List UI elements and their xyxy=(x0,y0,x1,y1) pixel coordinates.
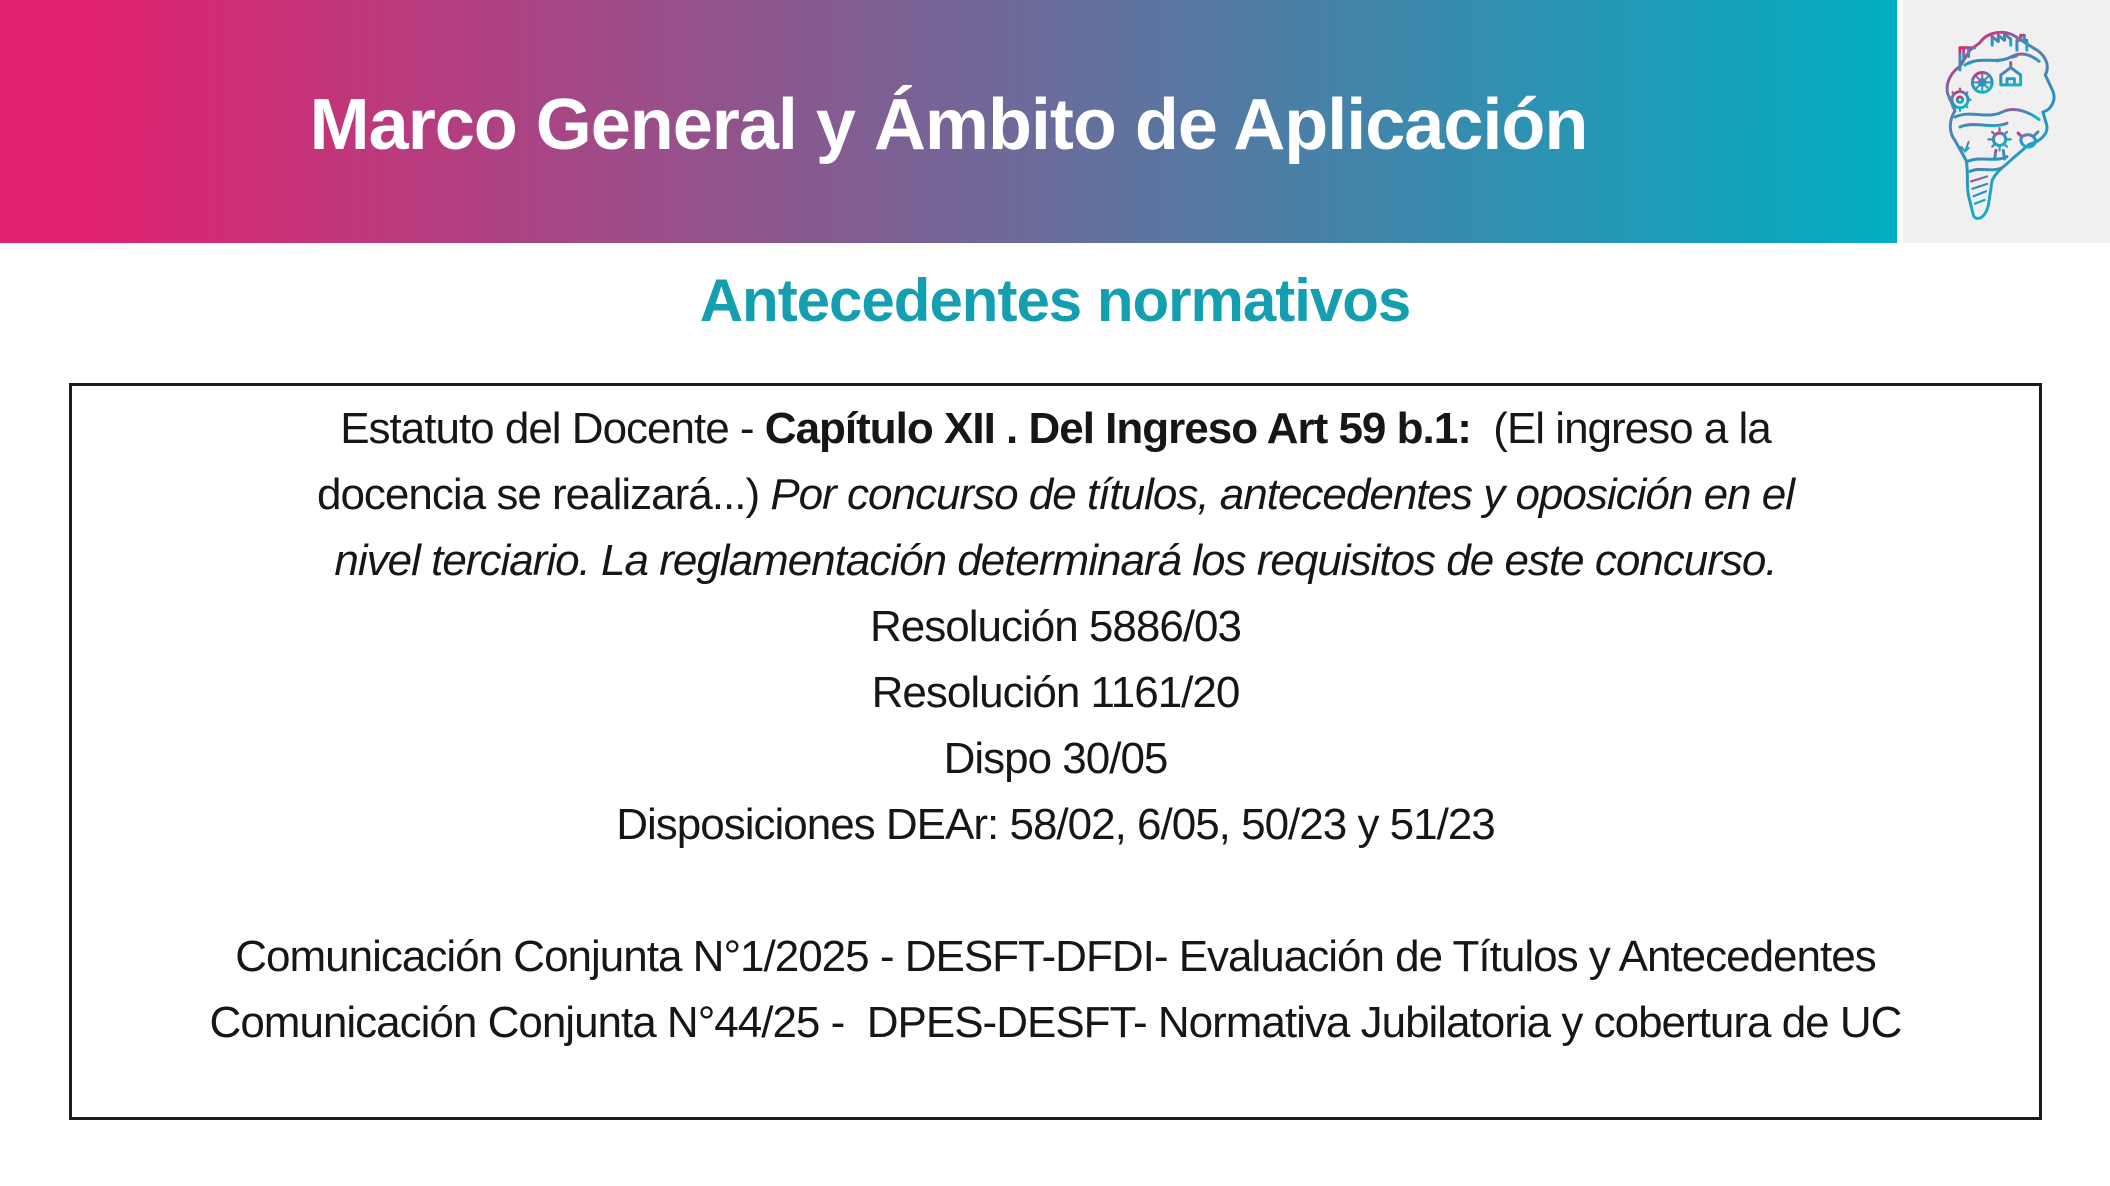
resolution-item: Dispo 30/05 xyxy=(943,734,1168,783)
resolution-item: Resolución 1161/20 xyxy=(871,668,1240,717)
communication-item: Comunicación Conjunta N°44/25 - DPES-DESFT- Normativa Jubilatoria y cobertura de UC xyxy=(209,998,1902,1047)
statute-regular-1: Estatuto del Docente - xyxy=(340,404,765,453)
statute-bold: Capítulo XII . Del Ingreso Art 59 b.1: xyxy=(764,404,1471,453)
resolution-item: Disposiciones DEAr: 58/02, 6/05, 50/23 y 51/23 xyxy=(616,800,1495,849)
header-band xyxy=(0,0,1897,243)
statute-line-3-italic: nivel terciario. La reglamentación determinará los requisitos de este concurso. xyxy=(334,536,1777,585)
statute-line-3 xyxy=(82,528,2029,594)
communication-item: Comunicación Conjunta N°1/2025 - DESFT-DFDI- Evaluación de Títulos y Antecedentes xyxy=(235,932,1876,981)
page-title: Marco General y Ámbito de Aplicación xyxy=(309,84,1588,165)
statute-line-2 xyxy=(82,462,2029,528)
statute-line-2-regular: docencia se realizará...) xyxy=(316,470,771,519)
statute-line-2-italic: Por concurso de títulos, antecedentes y oposición en el xyxy=(770,470,1794,519)
subtitle: Antecedentes normativos xyxy=(699,267,1411,334)
logo-panel xyxy=(1903,0,2110,243)
resolution-item: Resolución 5886/03 xyxy=(870,602,1241,651)
province-logo-icon xyxy=(1932,23,2082,221)
statute-regular-2: (El ingreso a la xyxy=(1470,404,1771,453)
statute-line-1 xyxy=(82,396,2029,462)
blank-line xyxy=(82,858,2029,924)
normative-antecedents-box xyxy=(69,383,2042,1120)
